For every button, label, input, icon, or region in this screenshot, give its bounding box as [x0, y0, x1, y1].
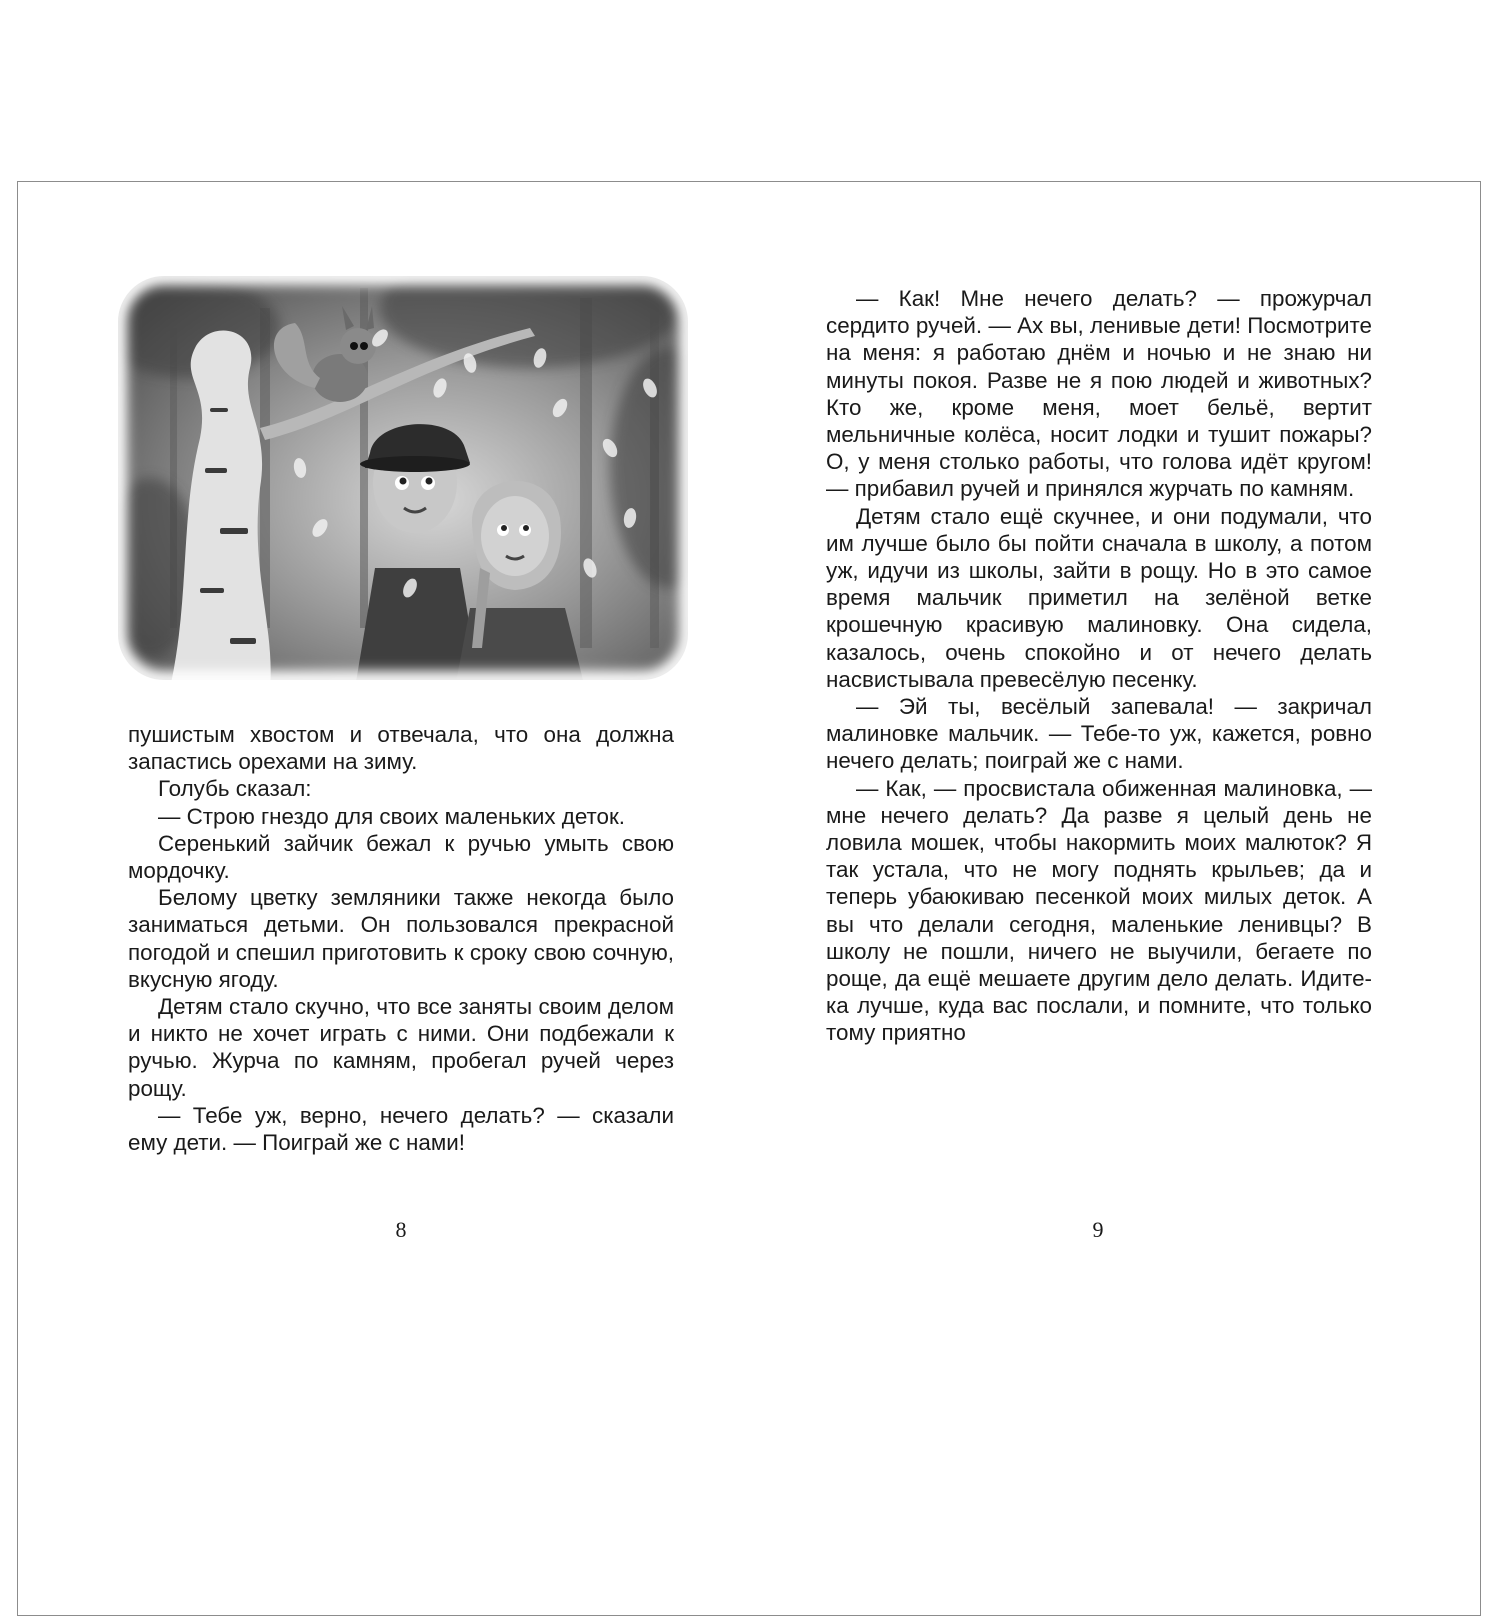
- left-page-text: [128, 721, 674, 1156]
- paragraph: Серенький зайчик бежал к ручью умыть свою мордочку.: [128, 830, 674, 884]
- paragraph: Детям стало ещё скучнее, и они подумали, что им лучше было бы пойти сначала в школу, а потом уж, идучи из школы, зайти в рощу. Но в это самое время мальчик приметил на зелёной ветке крошечную красивую малиновку. Она сидела, казалось, очень спокойно и от нечего делать насвистывала превесёлую песенку.: [826, 503, 1372, 692]
- paragraph: Голубь сказал:: [158, 776, 312, 802]
- paragraph: — Как! Мне нечего делать? — прожурчал сердито ручей. — Ах вы, ленивые дети! Посмотрите на меня: я работаю днём и ночью и не знаю ни минуты покоя. Разве не я пою людей и животных? Кто же, кроме меня, моет бельё, вертит мельничные колёса, носит лодки и тушит пожары? О, у меня столько работы, что голова идёт кругом! — прибавил ручей и принялся журчать по камням.: [826, 286, 1372, 502]
- paragraph: пушистым хвостом и отвечала, что она должна запастись орехами на зиму.: [128, 722, 674, 775]
- page-number-left: 8: [395, 1217, 407, 1242]
- paragraph: Белому цветку земляники также некогда было заниматься детьми. Он пользовался прекрасной погодой и спешил приготовить к сроку свою сочную, вкусную ягоду.: [128, 885, 674, 992]
- page-number-right: 9: [1092, 1217, 1104, 1242]
- right-page-text: [826, 285, 1372, 1047]
- forest-illustration: [110, 268, 696, 688]
- paragraph: — Тебе уж, верно, нечего делать? — сказали ему дети. — Поиграй же с нами!: [128, 1102, 674, 1156]
- paragraph: — Строю гнездо для своих маленьких деток.: [158, 803, 626, 829]
- paragraph: — Эй ты, весёлый запевала! — закричал малиновке мальчик. — Тебе-то уж, кажется, ровно нечего делать; поиграй же с нами.: [826, 694, 1372, 774]
- paragraph: — Как, — просвистала обиженная малиновка, — мне нечего делать? Да разве я целый день не ловила мошек, чтобы накормить моих малюток? Я так устала, что не могу поднять крыльев; да и теперь убаюкиваю песенкой моих милых деток. А вы что делали сегодня, маленькие ленивцы? В школу не пошли, ничего не выучили, бегаете по роще, да ещё мешаете другим дело делать. Идите-ка лучше, куда вас послали, и помните, что только тому приятно: [826, 775, 1372, 1046]
- paragraph: Детям стало скучно, что все заняты своим делом и никто не хочет играть с ними. Они подбежали к ручью. Журча по камням, пробегал ручей через рощу.: [128, 994, 674, 1101]
